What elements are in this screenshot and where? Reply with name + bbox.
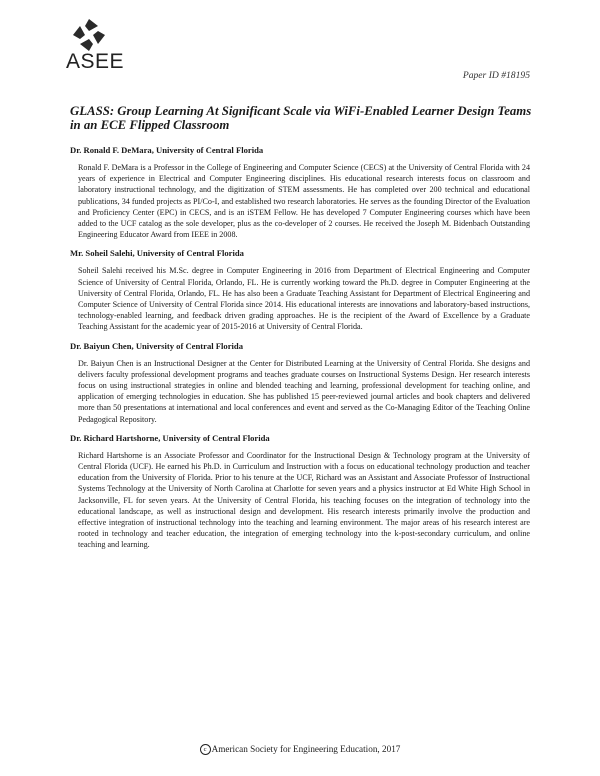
author-name: Dr. Ronald F. DeMara, University of Central Florida [70,145,264,155]
author-section [70,248,530,332]
author-section [70,341,530,425]
paper-id: Paper ID #18195 [462,70,530,81]
author-name: Mr. Soheil Salehi, University of Central Florida [70,248,244,259]
author-list [70,145,530,559]
asee-logo [66,18,125,73]
logo-wordmark: ASEE [66,50,125,73]
author-bio: Dr. Baiyun Chen is an Instructional Designer at the Center for Distributed Learning at the University of Central Florida. She designs and delivers faculty professional development programs and teaches graduate courses on Instructional Systems Design. Her research interests focus on using instructional strategies in online and blended teaching and learning, professional development for teaching online, and application of emerging technologies in education. She has published 15 peer-reviewed journal articles and book chapters and delivered more than 50 presentations at international and local conferences and event and served as the Co-Managing Editor of the Teaching Online Pedagogical Repository. [78,358,530,424]
paper-title: GLASS: Group Learning At Significant Scale via WiFi-Enabled Learner Design Teams in an ECE Flipped Classroom [70,104,532,132]
copyright-icon: c [200,744,211,755]
author-section [70,433,530,551]
copyright-footer [0,744,600,755]
asee-pinwheel-icon [72,18,106,52]
copyright-text: American Society for Engineering Education, 2017 [211,744,401,754]
author-name: Dr. Baiyun Chen, University of Central Florida [70,340,243,351]
author-bio: Ronald F. DeMara is a Professor in the College of Engineering and Computer Science (CECS) at the University of Central Florida with 24 years of experience in Electrical and Computer Engineering disciplines. His educational research interests focus on classroom and laboratory instructional technology, and the digitization of STEM assessments. He has completed over 200 technical and educational publications, 34 funded projects as PI/Co-I, and established two research laboratories. He serves as the founding Director of the Evaluation and Proficiency Center (EPC) in CECS, and is an iSTEM Fellow. He has developed 7 Computer Engineering courses which have been added to the UCF catalog as the sole developer, plus as the co-developer of 2 courses. He received the Joseph M. Bidenbach Outstanding Engineering Educator Award from IEEE in 2008. [78,163,530,240]
author-section [70,145,530,240]
author-bio: Richard Hartshorne is an Associate Professor and Coordinator for the Instructional Design & Technology program at the University of Central Florida (UCF). He earned his Ph.D. in Curriculum and Instruction with a focus on educational technology production and teacher education from the University of Florida. Prior to his tenure at the UCF, Richard was an Assistant and Associate Professor of Instructional Systems Technology at the University of North Carolina at Charlotte for seven years and a physics instructor at Ed White High School in Jacksonville, FL for seven years. At the University of Central Florida, his teaching focuses on the integration of technology into the educational landscape, as well as instructional design and development. His research interests primarily involve the production and effective integration of instructional technology into the teaching and learning environment. The major areas of his research interest are rooted in technology and teacher education, the integration of emerging technology into the k-post-secondary curriculum, and online teaching and learning. [78,450,530,550]
author-name: Dr. Richard Hartshorne, University of Central Florida [70,432,270,443]
author-bio: Soheil Salehi received his M.Sc. degree in Computer Engineering in 2016 from Department of Electrical Engineering and Computer Science of University of Central Florida, Orlando, FL. He is currently working toward the Ph.D. degree in Computer Engineering at the University of Central Florida, Orlando, FL. He has also been a Graduate Teaching Assistant for Department of Electrical Engineering and Computer Science of University of Central Florida since 2014. His educational interests are innovations and laboratory-based instructions, technology-enabled learning, and feedback driven grading approaches. He is the recipient of the Award of Excellence by a Graduate Teaching Assistant for the academic year of 2015-2016 at University of Central Florida. [78,266,530,332]
